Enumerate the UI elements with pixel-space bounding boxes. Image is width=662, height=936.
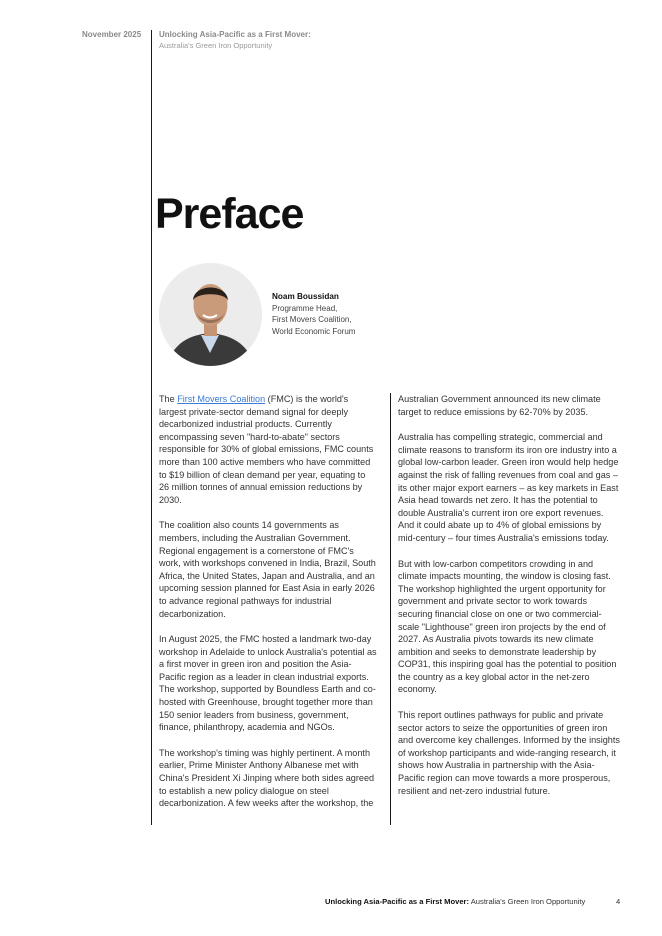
vertical-rule bbox=[151, 30, 152, 825]
text-column-right bbox=[398, 393, 620, 810]
footer-title bbox=[325, 897, 585, 906]
person-photo-icon bbox=[159, 263, 262, 366]
column-divider bbox=[390, 393, 391, 825]
paragraph-text: (FMC) is the world's largest private-sector demand signal for deeply decarbonized industrial products. Currently encompassing seven "hard-to-abate" sectors responsible for 30% of global emissions, FMC counts more than 100 active members who have committed to $19 billion of clean demand per year, equating to 26 million tonnes of annual emission reductions by 2030. bbox=[159, 394, 374, 505]
author-name: Noam Boussidan bbox=[272, 292, 339, 301]
header-subtitle: Australia's Green Iron Opportunity bbox=[159, 41, 273, 50]
footer-title-rest: Australia's Green Iron Opportunity bbox=[469, 897, 586, 906]
paragraph: The coalition also counts 14 governments as members, including the Australian Government. Regional engagement is a cornerstone of FMC's work, with workshops convened in India, Brazil, South Africa, the United States, Japan and Australia, and an upcoming session planned for East Asia in early 2026 to advance regional pathways for industrial decarbonization. bbox=[159, 520, 376, 619]
fmc-link[interactable]: First Movers Coalition bbox=[177, 394, 266, 404]
author-portrait bbox=[159, 263, 262, 366]
header-date: November 2025 bbox=[82, 30, 142, 39]
footer-title-bold: Unlocking Asia-Pacific as a First Mover: bbox=[325, 897, 470, 906]
author-organization: First Movers Coalition, bbox=[272, 315, 352, 324]
header-title: Unlocking Asia-Pacific as a First Mover: bbox=[159, 30, 311, 39]
paragraph-continued: Australian Government announced its new climate target to reduce emissions by 62-70% by 2035. bbox=[398, 394, 601, 417]
paragraph: This report outlines pathways for public and private sector actors to seize the opportunities of green iron and overcome key challenges. Informed by the insights of workshop participants and wide-ranging research, it shows how Australia in partnership with the Asia-Pacific region can move towards a more prosperous, resilient and net-zero industrial future. bbox=[398, 710, 620, 796]
page-title: Preface bbox=[155, 190, 304, 238]
paragraph-lead: The bbox=[159, 394, 178, 404]
author-affiliation: World Economic Forum bbox=[272, 326, 356, 336]
paragraph: But with low-carbon competitors crowding in and climate impacts mounting, the window is closing fast. The workshop highlighted the urgent opportunity for government and private sector to work towards securing financial close on one or two commercial-scale "Lighthouse" green iron projects by the end of 2027. As Australia pivots towards its new climate ambition and seeks to demonstrate leadership by COP31, this inspiring goal has the potential to position the country as a key global actor in the net-zero economy. bbox=[398, 558, 617, 695]
paragraph: Australia has compelling strategic, commercial and climate reasons to transform its iron ore industry into a global low-carbon leader. Green iron would help hedge against the risk of falling revenues from coal and gas – its other major export earners – as key markets in East Asia head towards net zero. It has the potential to double Australia's current iron ore export revenues. And it could abate up to 4% of global emissions by mid-century – four times Australia's emissions today. bbox=[398, 432, 619, 543]
author-role: Programme Head, bbox=[272, 303, 338, 313]
paragraph: The workshop's timing was highly pertinent. A month earlier, Prime Minister Anthony Albanese met with China's President Xi Jinping where both sides agreed to establish a new policy dialogue on steel decarbonization. A few weeks after the workshop, the bbox=[159, 747, 375, 809]
author-block bbox=[272, 291, 355, 337]
paragraph: In August 2025, the FMC hosted a landmark two-day workshop in Adelaide to unlock Australia's potential as a first mover in green iron and position the Asia-Pacific region as a leader in clean industrial exports. The workshop, supported by Boundless Earth and co-hosted with Greenhouse, brought together more than 150 senior leaders from business, government, finance, philanthropy, academia and NGOs. bbox=[159, 634, 377, 733]
page-number: 4 bbox=[616, 897, 621, 906]
paragraph bbox=[159, 393, 377, 506]
text-column-left bbox=[159, 393, 377, 823]
